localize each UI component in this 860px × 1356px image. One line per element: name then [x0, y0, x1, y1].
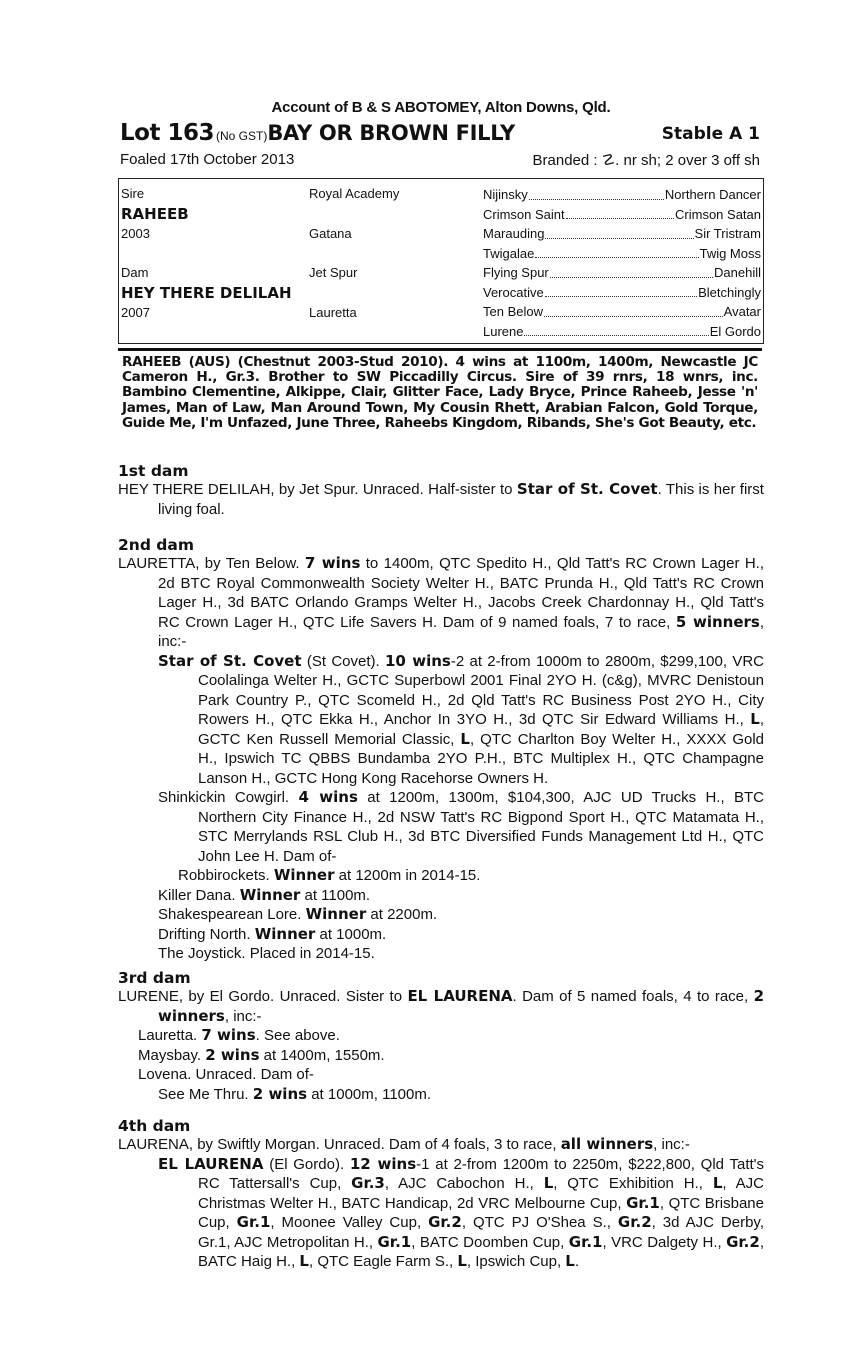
leader-dots — [535, 244, 698, 259]
text-run: . This is her first living foal. — [158, 481, 764, 518]
ancestor-row — [483, 263, 761, 283]
sire-summary — [118, 348, 762, 447]
gst-note: (No GST) — [215, 129, 268, 143]
ancestor-row — [483, 224, 761, 244]
text-run: , AJC Christmas Welter H., BATC Handicap, 2d VRC Melbourne Cup, — [198, 1175, 764, 1212]
third-dam-text — [118, 987, 764, 1026]
ancestor-row — [483, 322, 761, 342]
text-run: Maysbay. — [138, 1046, 206, 1064]
stable-number: Stable A 1 — [661, 124, 760, 144]
ancestor-name: Marauding — [483, 226, 545, 241]
text-run-bold: L — [543, 1174, 554, 1192]
leader-dots — [545, 224, 693, 239]
text-run: . See above. — [255, 1027, 340, 1044]
text-run-bold: 2 winners — [158, 987, 764, 1025]
text-run: . Dam of 5 named foals, 4 to race, — [512, 988, 754, 1005]
lot-number: Lot 163 — [120, 120, 214, 146]
ancestor-sire: Twig Moss — [699, 245, 761, 261]
branded-label: Branded : — [532, 152, 598, 169]
third-dam-section — [118, 970, 764, 1104]
progeny-entry: Lovena. Unraced. Dam of- — [138, 1066, 314, 1083]
text-run: at 1200m, 1300m, $104,300, AJC UD Trucks H., BTC Northern City Finance H., 2d NSW Tatt's RC Bigpond Sport H., QTC Matamata H., STC Merrylands RSL Club H., 3d BTC Diversified Funds Management Ltd H., QTC John Lee H. Dam of- — [198, 789, 765, 865]
text-run: Shakespearean Lore. — [158, 906, 306, 923]
text-run: -2 at 2-from 1000m to 2800m, $299,100, VRC Coolalinga Welter H., GCTC Superbowl 2001 Final 2YO H. (c&g), MVRC Denistoun Park Country P., QTC Scomeld H., 2d Qld Tatt's RC Business Post 2YO H., City Rowers H., QTC Ekka H., Anchor In 3YO H., 3d QTC Sir Edward Williams H., — [198, 652, 764, 728]
text-run-bold: 4 wins — [298, 788, 358, 806]
leader-dots — [544, 302, 723, 317]
text-run-bold: L — [712, 1174, 723, 1192]
ancestor-sire: Danehill — [714, 265, 761, 280]
text-run: at 1400m, 1550m. — [259, 1046, 385, 1064]
ancestor-sire: Northern Dancer — [664, 187, 761, 202]
text-run-bold: L — [299, 1252, 309, 1270]
second-dam-section — [118, 537, 764, 964]
text-run-bold: Gr.2 — [726, 1232, 760, 1251]
sire-year: 2003 — [121, 226, 150, 241]
text-run: at 1100m. — [300, 886, 371, 904]
progeny-entry — [118, 925, 764, 945]
text-run-bold: Gr.3 — [351, 1174, 385, 1192]
text-run: at 1000m, 1100m. — [307, 1085, 432, 1103]
text-run: (El Gordo). — [263, 1155, 350, 1173]
text-run: (St Covet). — [301, 652, 385, 670]
text-run-bold: 7 wins — [304, 554, 361, 572]
text-run-bold: 10 wins — [384, 651, 451, 670]
ancestor-row — [483, 302, 761, 322]
text-run-bold: L — [457, 1252, 467, 1270]
ancestor-row — [483, 205, 761, 225]
ancestor-sire: El Gordo — [709, 323, 761, 339]
text-run-bold: 7 wins — [201, 1026, 256, 1044]
text-run: , 3d AJC Derby, Gr.1, AJC Metropolitan H., — [198, 1214, 764, 1251]
progeny-entry — [118, 886, 764, 906]
ancestor-name: Flying Spur — [483, 265, 549, 280]
text-run: , inc:- — [653, 1136, 690, 1153]
ancestor-name: Twigalae — [483, 245, 535, 261]
ancestor-sire: Bletchingly — [698, 284, 761, 300]
text-run: -1 at 2-from 1200m to 2250m, $222,800, Qld Tatt's RC Tattersall's Cup, — [198, 1155, 765, 1192]
text-run-bold: Gr.1 — [377, 1232, 412, 1251]
text-run-bold: Gr.1 — [236, 1213, 271, 1231]
brand-symbol: ☡. — [601, 152, 620, 169]
sire-name: RAHEEB — [121, 205, 189, 223]
ancestor-name: Ten Below — [483, 304, 543, 319]
dam-dam: Lauretta — [309, 305, 357, 320]
text-run-bold: EL LAURENA — [158, 1154, 264, 1173]
text-run: to 1400m, QTC Spedito H., Qld Tatt's RC Crown Lager H., 2d BTC Royal Commonwealth Society Welter H., BATC Prunda H., Qld Tatt's RC Crown Lager H., 3d BATC Orlando Gramps Welter H., Jacobs Creek Chardonnay H., Qld Tatt's RC Crown Lager H., QTC Life Savers H. Dam of 9 named foals, 7 to race, — [158, 555, 764, 631]
leader-dots — [529, 185, 664, 200]
text-run: at 1000m. — [315, 925, 387, 943]
leader-dots — [524, 322, 708, 337]
text-run: , Moonee Valley Cup, — [270, 1214, 429, 1231]
text-run: , BATC Haig H., — [198, 1233, 764, 1270]
text-run: Killer Dana. — [158, 886, 240, 904]
text-run: LAURETTA, by Ten Below. — [118, 555, 305, 572]
text-run-bold: Winner — [305, 905, 367, 923]
dam-name: HEY THERE DELILAH — [121, 284, 292, 302]
ancestor-sire: Crimson Satan — [675, 206, 761, 222]
ancestor-row — [483, 185, 761, 205]
text-run: , inc:- — [158, 613, 764, 650]
ancestor-sire: Avatar — [723, 304, 761, 319]
text-run-bold: L — [565, 1252, 575, 1270]
text-run-bold: EL LAURENA — [407, 987, 513, 1005]
brand-info — [533, 151, 760, 169]
leader-dots — [550, 263, 713, 278]
dam-year: 2007 — [121, 305, 150, 320]
text-run: , QTC Exhibition H., — [553, 1175, 713, 1192]
first-dam-section — [118, 463, 764, 519]
fourth-dam-section — [118, 1118, 764, 1272]
ancestor-name: Verocative — [483, 284, 544, 300]
text-run: Robbirockets. — [178, 867, 274, 884]
text-run: , QTC PJ O'Shea S., — [461, 1214, 618, 1231]
text-run: at 1200m in 2014-15. — [334, 867, 481, 884]
progeny-entry: The Joystick. Placed in 2014-15. — [158, 945, 375, 962]
progeny-entry — [118, 905, 764, 925]
lot-description: BAY OR BROWN FILLY — [267, 121, 515, 145]
ancestor-name: Lurene — [483, 323, 524, 339]
text-run: , GCTC Ken Russell Memorial Classic, — [198, 711, 764, 748]
ancestor-row — [483, 244, 761, 264]
foaled-date: Foaled 17th October 2013 — [120, 151, 295, 168]
text-run-bold: Winner — [254, 924, 316, 943]
dam-sire: Jet Spur — [309, 265, 358, 280]
progeny-entry — [118, 788, 764, 866]
text-run-bold: Gr.2 — [428, 1213, 462, 1231]
text-run-bold: L — [460, 729, 470, 748]
ancestor-row — [483, 283, 761, 303]
text-run: See Me Thru. — [158, 1085, 253, 1103]
text-run: , inc:- — [224, 1007, 262, 1025]
ancestor-sire: Sir Tristram — [694, 226, 761, 241]
text-run: , Ipswich Cup, — [466, 1253, 566, 1270]
leader-dots — [545, 283, 697, 298]
text-run: , VRC Dalgety H., — [602, 1233, 727, 1251]
leader-dots — [566, 205, 674, 220]
text-run-bold: 2 wins — [205, 1045, 260, 1064]
text-run: . — [574, 1253, 580, 1270]
fourth-dam-text — [118, 1135, 764, 1155]
text-run: at 2200m. — [366, 906, 438, 923]
text-run: , QTC Brisbane Cup, — [198, 1194, 764, 1231]
sire-sire: Royal Academy — [309, 186, 400, 201]
progeny-entry — [118, 1085, 764, 1105]
first-dam-heading: 1st dam — [118, 462, 189, 480]
text-run: , AJC Cabochon H., — [384, 1175, 544, 1192]
fourth-dam-heading: 4th dam — [118, 1117, 191, 1135]
text-run-bold: Gr.1 — [626, 1193, 660, 1212]
progeny-entry — [118, 1026, 764, 1046]
second-dam-text — [118, 554, 764, 652]
sire-dam: Gatana — [309, 226, 352, 241]
text-run: Shinkickin Cowgirl. — [158, 789, 299, 806]
text-run: LAURENA, by Swiftly Morgan. Unraced. Dam of 4 foals, 3 to race, — [118, 1136, 561, 1153]
dam-label: Dam — [121, 265, 149, 280]
progeny-entry — [118, 866, 764, 886]
text-run: , QTC Eagle Farm S., — [308, 1253, 458, 1270]
text-run: Lauretta. — [138, 1027, 202, 1044]
progeny-entry — [118, 1155, 764, 1272]
pedigree-table — [118, 178, 764, 344]
ancestor-name: Crimson Saint — [483, 206, 565, 222]
text-run-bold: 12 wins — [349, 1154, 417, 1173]
first-dam-text — [118, 480, 764, 519]
ancestor-name: Nijinsky — [483, 187, 528, 202]
text-run: , BATC Doomben Cup, — [411, 1233, 569, 1251]
text-run-bold: 5 winners — [675, 612, 760, 631]
lot-header — [120, 120, 764, 148]
text-run-bold: Star of St. Covet — [158, 651, 302, 670]
text-run-bold: 2 wins — [252, 1084, 308, 1103]
sire-summary-text: RAHEEB (AUS) (Chestnut 2003-Stud 2010). 4 wins at 1100m, 1400m, Newcastle JC Cameron H., Gr.3. Brother to SW Piccadilly Circus. Sire of 39 rnrs, 18 wnrs, inc. Bambino Clementine, Alkippe, Clair, Glitter Face, Lady Bryce, Prince Raheeb, Jesse 'n' James, Man of Law, Man Around Town, My Cousin Rhett, Arabian Falcon, Gold Torque, Guide Me, I'm Unfazed, June Three, Raheebs Kingdom, Ribands, She's Got Beauty, etc. — [122, 354, 758, 431]
sire-label: Sire — [121, 186, 145, 201]
text-run: Drifting North. — [158, 925, 255, 943]
text-run: , QTC Charlton Boy Welter H., XXXX Gold H., Ipswich TC QBBS Bundamba 2YO P.H., BTC Multiplex H., QTC Champagne Lanson H., GCTC Hong Kong Racehorse Owners H. — [198, 730, 764, 787]
progeny-entry — [118, 652, 764, 789]
text-run-bold: all winners — [560, 1135, 654, 1153]
text-run-bold: Star of St. Covet — [516, 480, 658, 498]
text-run: LURENE, by El Gordo. Unraced. Sister to — [118, 988, 408, 1005]
text-run-bold: Winner — [273, 866, 335, 884]
branded-text: nr sh; 2 over 3 off sh — [623, 152, 760, 169]
text-run: HEY THERE DELILAH, by Jet Spur. Unraced. Half-sister to — [118, 481, 517, 498]
text-run-bold: Winner — [239, 885, 301, 904]
second-dam-heading: 2nd dam — [118, 536, 195, 554]
text-run-bold: L — [750, 710, 760, 728]
progeny-entry — [118, 1046, 764, 1066]
text-run-bold: Gr.1 — [568, 1232, 603, 1251]
third-dam-heading: 3rd dam — [118, 969, 191, 987]
vendor-account: Account of B & S ABOTOMEY, Alton Downs, Qld. — [271, 99, 611, 116]
text-run-bold: Gr.2 — [617, 1213, 652, 1231]
